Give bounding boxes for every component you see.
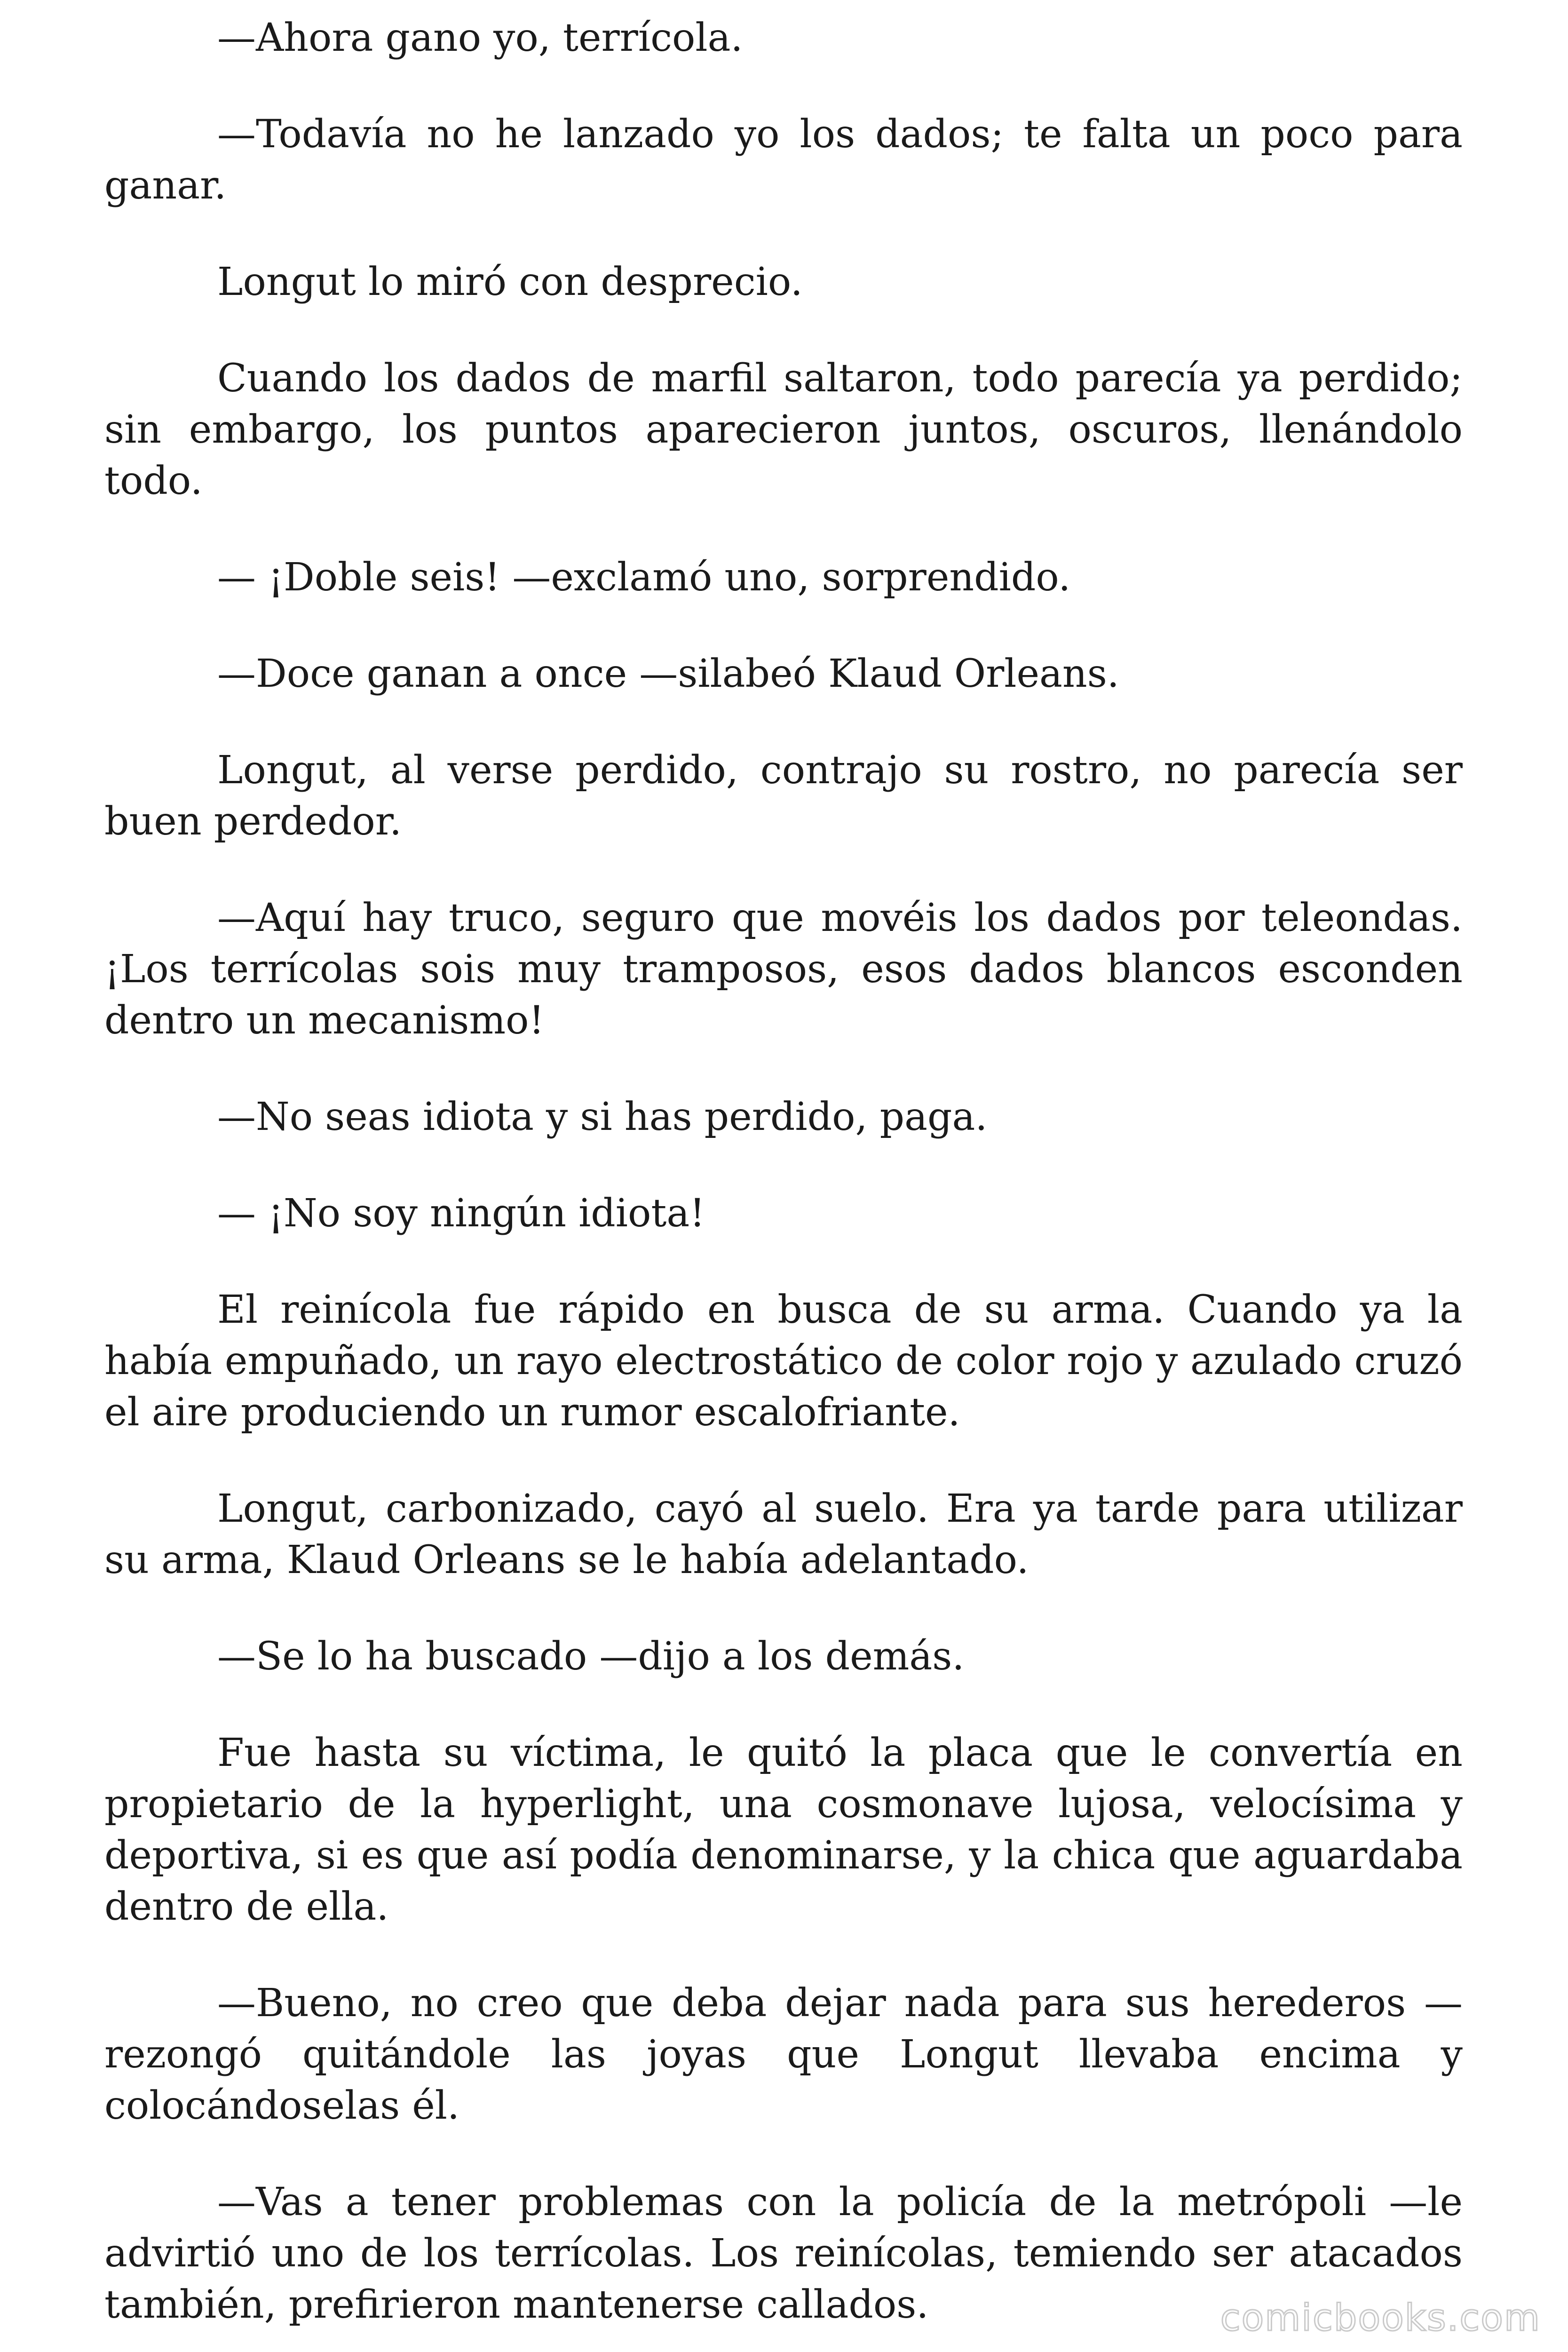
paragraph: —Ahora gano yo, terrícola. (217, 16, 743, 60)
paragraph: —No seas idiota y si has perdido, paga. (217, 1095, 988, 1139)
paragraph: Longut lo miró con desprecio. (217, 260, 803, 304)
paragraph: Longut, al verse perdido, contrajo su rostro, no parecía ser buen perdedor. (104, 748, 1463, 844)
paragraph: —Doce ganan a once —silabeó Klaud Orleans. (217, 652, 1119, 696)
paragraph: —Bueno, no creo que deba dejar nada para sus herederos —rezongó quitándole las joyas que Longut llevaba encima y colocándoselas él. (104, 1981, 1463, 2128)
paragraph: — ¡Doble seis! —exclamó uno, sorprendido. (217, 555, 1071, 600)
paragraph: Fue hasta su víctima, le quitó la placa que le convertía en propietario de la hyperlight, una cosmonave lujosa, velocísima y deportiva, si es que así podía denominarse, y la chica que aguardaba dentro de ella. (104, 1731, 1463, 1929)
paragraph: —Vas a tener problemas con la policía de la metrópoli —le advirtió uno de los terrícolas. Los reinícolas, temiendo ser atacados también, prefirieron mantenerse callados. (104, 2180, 1463, 2327)
paragraph: Cuando los dados de marfil saltaron, todo parecía ya perdido; sin embargo, los puntos aparecieron juntos, oscuros, llenándolo todo. (104, 356, 1463, 503)
paragraph: Longut, carbonizado, cayó al suelo. Era ya tarde para utilizar su arma, Klaud Orleans se le había adelantado. (104, 1486, 1463, 1582)
paragraph: El reinícola fue rápido en busca de su arma. Cuando ya la había empuñado, un rayo electrostático de color rojo y azulado cruzó el aire produciendo un rumor escalofriante. (104, 1287, 1463, 1435)
paragraph: —Aquí hay truco, seguro que movéis los dados por teleondas. ¡Los terrícolas sois muy tramposos, esos dados blancos esconden dentro un mecanismo! (104, 896, 1463, 1043)
watermark: comicbooks.com (1220, 2297, 1541, 2339)
paragraph: —Se lo ha buscado —dijo a los demás. (217, 1634, 965, 1679)
paragraph: —Todavía no he lanzado yo los dados; te falta un poco para ganar. (104, 112, 1463, 208)
paragraph: — ¡No soy ningún idiota! (217, 1191, 705, 1236)
body-text (104, 12, 1463, 2330)
